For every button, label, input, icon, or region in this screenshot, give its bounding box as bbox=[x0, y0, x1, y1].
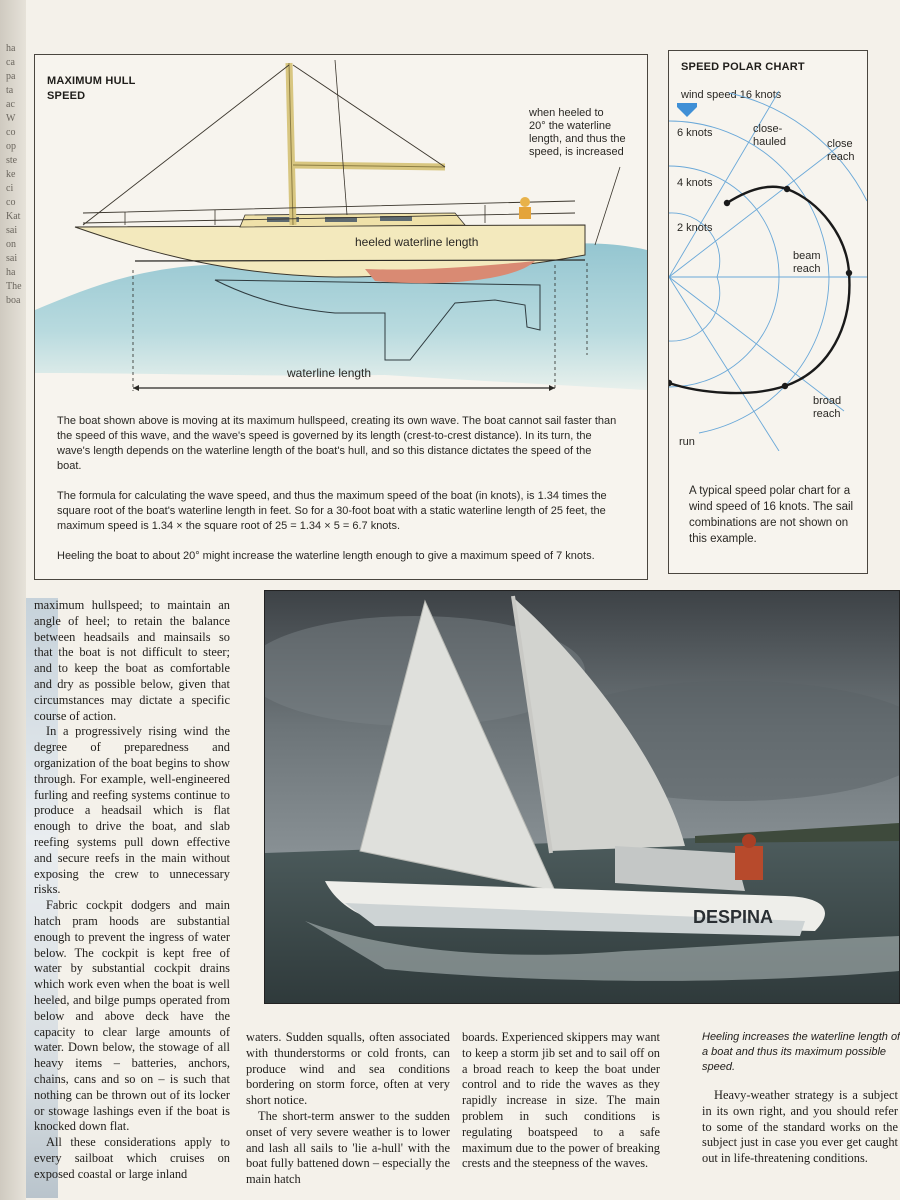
sailboat-photo bbox=[264, 590, 900, 1004]
facing-page-fragment: boa bbox=[6, 295, 21, 306]
facing-page-fragment: ke bbox=[6, 169, 16, 180]
facing-page-fragment: op bbox=[6, 141, 16, 152]
hull-para-1: The boat shown above is moving at its maximum hullspeed, creating its own wave. The boat cannot sail faster than the speed of this wave, and the wave's speed is governed by its length (crest-to-crest distance). In its turn, the wave's length depends on the waterline length of the boat's hull, and so this distance dictates the speed of the boat. bbox=[57, 415, 617, 472]
col2-para: waters. Sudden squalls, often associated with thunderstorms or cold fronts, can produce wind and sea conditions bordering on storm force, often at very short notice. bbox=[246, 1030, 450, 1108]
waterline-length-label: waterline length bbox=[287, 366, 372, 380]
hull-para-2: The formula for calculating the wave speed, and thus the maximum speed of the boat (in knots), is 1.34 times the square root of the boat's waterline length in feet. So for a 30-foot boat with a static waterline length of 25 feet, the maximum speed is 1.34 × the square root of 25 = 1.34 × 5 = 6.7 knots. bbox=[57, 490, 607, 532]
close-reach-label bbox=[827, 138, 855, 164]
polar-chart-caption: A typical speed polar chart for a wind speed of 16 knots. The sail combinations are not shown on this example. bbox=[689, 485, 854, 545]
ring-4 bbox=[669, 166, 779, 387]
ring-label-2: 2 knots bbox=[677, 222, 713, 234]
point-label-line: hauled bbox=[753, 136, 787, 148]
col3-para: boards. Experienced skippers may want to keep a storm jib set and to sail off on a broad reach to keep the boat under control and to ride the waves as they rapidly increase in size. The main problem in such conditions is regulating boatspeed to a safe maximum due to the power of breaking crests and the steepness of the waves. bbox=[462, 1030, 660, 1171]
col4-para: Heavy-weather strategy is a subject in its own right, and you should refer to some of the standard works on the subject just in case you ever get caught out in life-threatening conditions. bbox=[702, 1088, 898, 1166]
heeled-waterline-label: heeled waterline length bbox=[355, 235, 479, 249]
facing-page-fragment: Kat bbox=[6, 211, 21, 222]
facing-page-fragment: on bbox=[6, 239, 16, 250]
hull-speed-diagram-box bbox=[34, 54, 648, 580]
text-column-2 bbox=[246, 1030, 450, 1188]
heel-note-line: 20° the waterline bbox=[529, 120, 612, 132]
facing-page-fragment: ta bbox=[6, 85, 14, 96]
point-label-line: broad bbox=[813, 395, 842, 407]
sailboat-photo-svg bbox=[265, 591, 899, 1003]
beam-reach-label bbox=[793, 250, 821, 276]
text-column-1 bbox=[34, 598, 230, 1182]
hull-para-3: Heeling the boat to about 20° might increase the waterline length enough to give a maximum speed of 7 knots. bbox=[57, 550, 595, 562]
facing-page-fragment: ha bbox=[6, 267, 16, 278]
hull-diagram-title-2: SPEED bbox=[47, 90, 86, 102]
facing-page-fragment: ac bbox=[6, 99, 15, 110]
facing-page-fragment: ca bbox=[6, 57, 15, 68]
point-run bbox=[669, 380, 672, 386]
facing-page-fragment: sai bbox=[6, 253, 18, 264]
text-column-3 bbox=[462, 1030, 660, 1172]
hull-diagram-title-1: MAXIMUM HULL bbox=[47, 75, 136, 87]
broad-reach-label bbox=[813, 395, 841, 421]
polar-curve bbox=[669, 187, 849, 393]
point-beam-reach bbox=[846, 270, 852, 276]
point-label-line: close bbox=[827, 138, 853, 150]
close-hauled-label bbox=[753, 123, 786, 149]
facing-page-fragment: ha bbox=[6, 43, 16, 54]
col1-para: In a progressively rising wind the degree of preparedness and organization of the boat begins to show through. For example, well-engineered furling and reefing systems continue to produce a headsail which is flat enough to drive the boat, and slab reefing systems pull down effective and secure reefs in the main without exposing the crew to unnecessary risks. bbox=[34, 724, 230, 897]
facing-page-fragment: ste bbox=[6, 155, 18, 166]
wind-speed-label: wind speed 16 knots bbox=[681, 89, 782, 101]
boat-name: DESPINA bbox=[693, 907, 774, 927]
photo-caption: Heeling increases the waterline length of a boat and thus its maximum possible speed. bbox=[702, 1031, 900, 1073]
run-label: run bbox=[679, 436, 695, 448]
heel-note-line: length, and thus the bbox=[529, 133, 626, 145]
point-close-reach bbox=[784, 186, 790, 192]
point-label-line: reach bbox=[827, 151, 855, 163]
text-column-4 bbox=[702, 1088, 898, 1167]
facing-page-fragment: The bbox=[6, 281, 22, 292]
facing-page-fragment: W bbox=[6, 113, 16, 124]
book-page bbox=[26, 0, 900, 1200]
polar-chart-svg bbox=[669, 51, 867, 451]
facing-page-fragment: pa bbox=[6, 71, 16, 82]
backstay bbox=[293, 65, 445, 167]
heel-note-line: when heeled to bbox=[529, 107, 604, 119]
heel-note-line: speed, is increased bbox=[529, 146, 624, 158]
col1-para: Fabric cockpit dodgers and main hatch pram hoods are substantial enough to prevent the ingress of water below. The cockpit is kept free of water by substantial cockpit drains which work even when the boat is well heeled, and bilge pumps operated from below and above deck have the capacity to clear large amounts of water. Down below, the stowage of all heavy items – batteries, anchors, chains, cans and so on – is such that nothing can be thrown out of its locker or stowage lashings even if the boat is knocked down flat. bbox=[34, 898, 230, 1134]
facing-page-edge bbox=[0, 0, 26, 1200]
point-label-line: beam bbox=[793, 250, 821, 262]
heel-note bbox=[529, 107, 644, 159]
point-close-hauled bbox=[724, 200, 730, 206]
col2-para: The short-term answer to the sudden onset of very severe weather is to lower and lash all sails to 'lie a-hull' with the boat fully battened down – especially the main hatch bbox=[246, 1108, 450, 1187]
point-broad-reach bbox=[782, 383, 788, 389]
facing-page-fragment: co bbox=[6, 127, 16, 138]
forestay bbox=[83, 65, 289, 225]
polar-chart-box bbox=[668, 50, 868, 574]
facing-page-fragment: co bbox=[6, 197, 16, 208]
point-label-line: reach bbox=[793, 263, 821, 275]
point-label-line: close- bbox=[753, 123, 783, 135]
col1-para: maximum hullspeed; to maintain an angle of heel; to retain the balance between headsails and mainsails so that the boat is not difficult to steer; and to keep the boat as comfortable and dry as possible below, given that circumstances may dictate a specific course of action. bbox=[34, 598, 230, 723]
col1-para: All these considerations apply to every sailboat which cruises on exposed coastal or large inland bbox=[34, 1135, 230, 1181]
facing-page-fragments bbox=[6, 42, 26, 308]
heel-note-pointer bbox=[595, 167, 620, 245]
ring-label-6: 6 knots bbox=[677, 127, 713, 139]
wind-arrow-icon bbox=[677, 107, 697, 117]
facing-page-fragment: sai bbox=[6, 225, 18, 236]
polar-chart-title: SPEED POLAR CHART bbox=[681, 61, 805, 73]
facing-page-fragment: ci bbox=[6, 183, 14, 194]
point-label-line: reach bbox=[813, 408, 841, 420]
ring-label-4: 4 knots bbox=[677, 177, 713, 189]
